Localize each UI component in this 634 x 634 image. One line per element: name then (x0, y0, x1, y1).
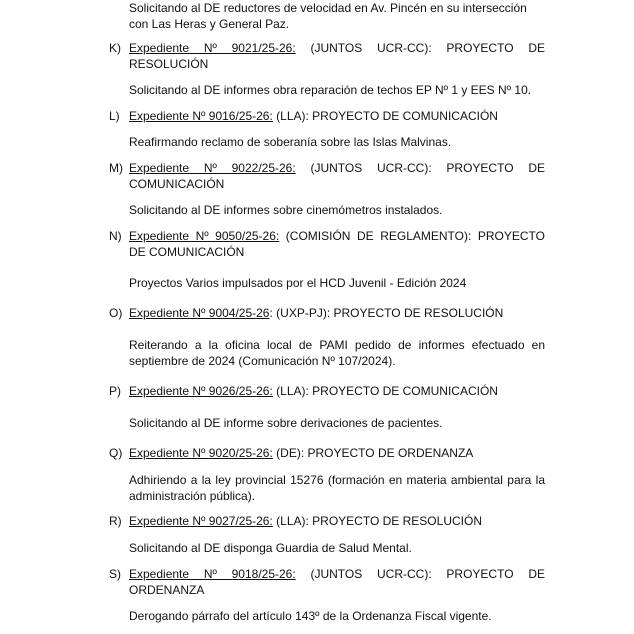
item-heading (129, 161, 545, 192)
item-description: Reiterando a la oficina local de PAMI pedido de informes efectuado en septiembre de 2024 (Comunicación Nº 107/2024). (129, 338, 545, 368)
item-letter: L) (109, 109, 120, 123)
expediente-reference: Expediente Nº 9050/25-26: (129, 229, 280, 243)
item-description: Proyectos Varios impulsados por el HCD Juvenil - Edición 2024 (129, 276, 467, 290)
item-description: Solicitando al DE informes sobre cinemómetros instalados. (129, 203, 443, 217)
item-heading-rest: (COMISIÓN DE REGLAMENTO): PROYECTO DE COMUNICACIÓN (129, 229, 546, 259)
item-heading (129, 567, 545, 598)
expediente-reference: Expediente Nº 9016/25-26: (129, 109, 273, 123)
expediente-reference: Expediente Nº 9020/25-26: (129, 446, 273, 460)
item-heading (129, 514, 545, 530)
item-letter: O) (109, 306, 123, 320)
item-heading (129, 229, 545, 260)
item-heading (129, 384, 545, 400)
item-description: Solicitando al DE informes obra reparación de techos EP Nº 1 y EES Nº 10. (129, 83, 532, 97)
item-description: Solicitando al DE disponga Guardia de Salud Mental. (129, 541, 412, 555)
item-heading (129, 446, 545, 462)
expediente-reference: Expediente Nº 9021/25-26: (129, 41, 296, 55)
item-heading-rest: (DE): PROYECTO DE ORDENANZA (272, 446, 474, 460)
item-heading-rest: : (UXP-PJ): PROYECTO DE RESOLUCIÓN (269, 306, 504, 320)
item-heading-rest: (LLA): PROYECTO DE COMUNICACIÓN (272, 109, 498, 123)
item-letter: M) (109, 161, 123, 175)
expediente-reference: Expediente Nº 9026/25-26: (129, 384, 273, 398)
item-heading-rest: (JUNTOS UCR-CC): PROYECTO DE RESOLUCIÓN (129, 41, 545, 71)
item-description: Adhiriendo a la ley provincial 15276 (formación en materia ambiental para la administración pública). (129, 473, 545, 503)
item-letter: K) (109, 41, 121, 55)
item-letter: P) (109, 384, 121, 398)
item-heading-rest: (LLA): PROYECTO DE COMUNICACIÓN (272, 384, 498, 398)
item-letter: S) (109, 567, 121, 581)
item-letter: N) (109, 229, 122, 243)
item-letter: R) (109, 514, 122, 528)
item-description: Reafirmando reclamo de soberanía sobre las Islas Malvinas. (129, 135, 452, 149)
expediente-reference: Expediente Nº 9018/25-26: (129, 567, 296, 581)
item-heading-rest: (JUNTOS UCR-CC): PROYECTO DE ORDENANZA (129, 567, 545, 597)
item-letter: Q) (109, 446, 123, 460)
expediente-reference: Expediente Nº 9004/25-26 (129, 306, 270, 320)
expediente-reference: Expediente Nº 9027/25-26: (129, 514, 273, 528)
expediente-reference: Expediente Nº 9022/25-26: (129, 161, 296, 175)
item-heading-rest: (JUNTOS UCR-CC): PROYECTO DE COMUNICACIÓN (129, 161, 545, 191)
intro-paragraph: Solicitando al DE reductores de velocidad en Av. Pincén en su intersección con Las Heras y General Paz. (129, 1, 527, 31)
item-heading (129, 306, 545, 322)
item-heading (129, 41, 545, 72)
item-description: Derogando párrafo del artículo 143º de la Ordenanza Fiscal vigente. (129, 609, 492, 623)
item-description: Solicitando al DE informe sobre derivaciones de pacientes. (129, 416, 443, 430)
item-heading (129, 109, 545, 125)
item-heading-rest: (LLA): PROYECTO DE RESOLUCIÓN (272, 514, 482, 528)
